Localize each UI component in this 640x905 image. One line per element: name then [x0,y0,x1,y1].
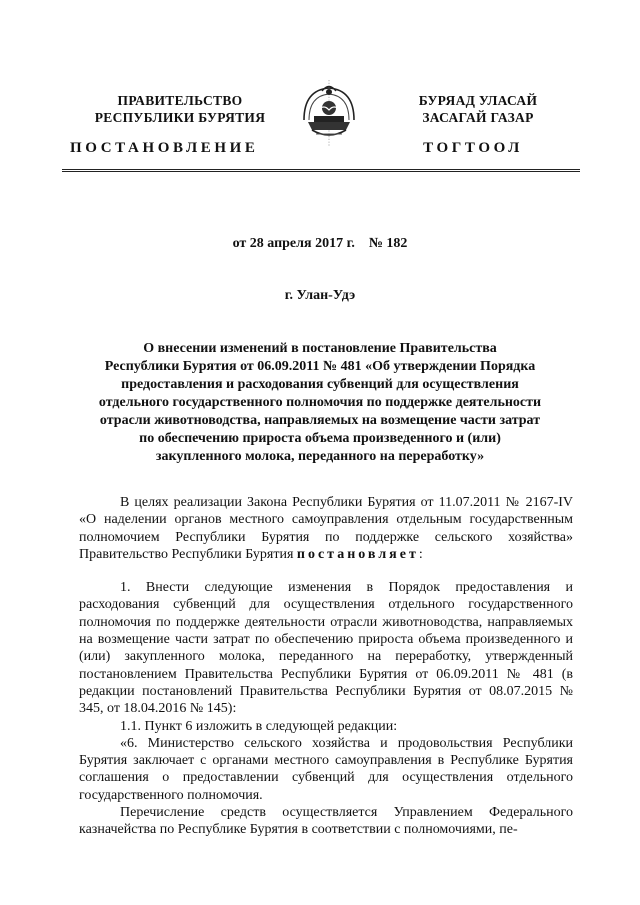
document-body [79,494,573,839]
title-line: предоставления и расходования субвенций для осуществления [121,377,519,392]
document-city: г. Улан-Удэ [284,288,356,303]
title-line: закупленного молока, переданного на переработку» [155,449,485,464]
title-line: Республики Бурятия от 06.09.2011 № 481 «Об утверждении Порядка [104,359,536,374]
buryatia-coat-of-arms-icon [298,80,360,146]
title-line: отрасли животноводства, направляемых на возмещение части затрат [99,413,541,428]
preamble-paragraph [79,494,573,563]
title-line: О внесении изменений в постановление Правительства [143,341,497,356]
document-date: от 28 апреля 2017 г. [232,236,355,251]
title-line: по обеспечению прироста объема произведенного и (или) [139,431,501,446]
doc-type-russian: ПОСТАНОВЛЕНИЕ [70,140,259,156]
clause-1-1-paragraph: 1.1. Пункт 6 изложить в следующей редакции: [120,718,398,734]
issuer-line-1-buryat: БУРЯАД УЛАСАЙ [418,93,538,108]
date-number-line [0,236,640,252]
preamble-colon: : [418,546,423,562]
issuer-line-2: РЕСПУБЛИКИ БУРЯТИЯ [94,110,266,125]
title-line: отдельного государственного полномочия по поддержке деятельности [98,395,542,410]
issuer-name-buryat [378,92,578,126]
doc-type-buryat: ТОГТООЛ [423,140,523,156]
issuer-line-2-buryat: ЗАСАГАЙ ГАЗАР [422,110,534,125]
header-divider [62,169,580,172]
transfer-paragraph: Перечисление средств осуществляется Управлением Федерального казначейства по Республике Бурятия в соответствии с полномочиями, пе- [79,805,573,838]
issuer-name-russian [80,92,280,126]
decree-word: постановляет [296,546,419,562]
document-title [80,340,560,466]
issuer-line-1: ПРАВИТЕЛЬСТВО [117,93,243,108]
document-number: № 182 [368,236,408,251]
clause-6-paragraph: «6. Министерство сельского хозяйства и продовольствия Республики Бурятия заключает с органами местного самоуправления в Республике Бурятия соглашения о предоставлении субвенций для осуществления отдельного государственного полномочия. [79,735,573,803]
preamble-text: В целях реализации Закона Республики Бурятия от 11.07.2011 № 2167-IV «О наделении органов местного самоуправления отдельным государственным полномочием Республики Бурятия по поддержке сельского хозяйства» Правительство Республики Бурятия [79,495,573,562]
clause-1-paragraph: 1. Внести следующие изменения в Порядок предоставления и расходования субвенций для осуществления отдельного государственного полномочия по поддержке деятельности отрасли животноводства, направляемых на возмещение части затрат по обеспечению прироста объема произведенного и (или) закупленного молока, переданного на переработку, утвержденный постановлением Правительства Республики Бурятия от 06.09.2011 № 481 (в редакции постановлений Правительства Республики Бурятия от 08.07.2015 № 345, от 18.04.2016 № 145): [79,580,573,717]
